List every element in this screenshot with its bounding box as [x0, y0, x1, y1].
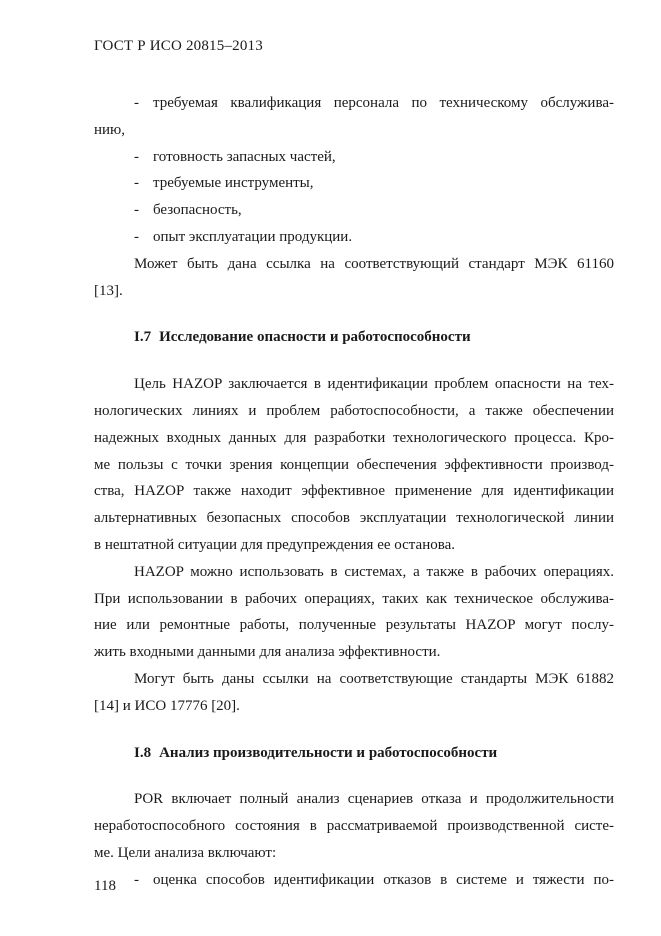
paragraph-line: жить входными данными для анализа эффективности. [94, 644, 441, 661]
section-heading-i7 [94, 324, 614, 351]
paragraph-line: ме пользы с точки зрения концепции обеспечения эффективности производ- [94, 456, 614, 473]
section-number: I.8 [134, 744, 152, 761]
list-item-text: безопасность, [153, 202, 242, 219]
list-item-text: оценка способов идентификации отказов в системе и тяжести по- [153, 871, 614, 888]
paragraph-line: При использовании в рабочих операциях, таких как техническое обслужива- [94, 590, 614, 607]
list-item-text: готовность запасных частей, [153, 148, 336, 165]
paragraph-por [94, 786, 614, 866]
list-dash: - [134, 202, 139, 219]
page-body [94, 90, 614, 894]
list-item-text: требуемая квалификация персонала по техническому обслужива- [153, 95, 614, 111]
list-item-continuation: нию, [94, 121, 126, 138]
list-dash: - [134, 148, 139, 165]
paragraph-hazop-usage [94, 559, 614, 666]
paragraph-line: нологических линиях и проблем работоспособности, а также обеспечении [94, 402, 614, 419]
paragraph-line: POR включает полный анализ сценариев отказа и продолжительности [134, 791, 614, 808]
list-dash: - [134, 175, 139, 192]
list-item-text: опыт эксплуатации продукции. [153, 228, 353, 245]
paragraph-line: Могут быть даны ссылки на соответствующие стандарты МЭК 61882 [134, 670, 614, 687]
paragraph-line: HAZOP можно использовать в системах, а также в рабочих операциях. [134, 563, 614, 580]
list-item [94, 90, 614, 117]
list-item [94, 867, 614, 894]
section-title: Анализ производительности и работоспособности [159, 744, 498, 761]
paragraph-line: ние или ремонтные работы, полученные результаты HAZOP могут послу- [94, 617, 614, 634]
reference-paragraph-line: [13]. [94, 282, 123, 299]
paragraph-line: надежных входных данных для разработки технологического процесса. Кро- [94, 429, 614, 446]
paragraph-line: неработоспособного состояния в рассматриваемой производственной систе- [94, 818, 614, 835]
list-dash: - [134, 95, 139, 111]
list-item [94, 197, 614, 224]
list-dash: - [134, 871, 139, 888]
paragraph-line: Цель HAZOP заключается в идентификации проблем опасности на тех- [134, 376, 614, 393]
list-item [94, 144, 614, 171]
section-title: Исследование опасности и работоспособности [159, 329, 471, 346]
paragraph-hazop-goal [94, 371, 614, 559]
paragraph-line: в нештатной ситуации для предупреждения ее останова. [94, 536, 456, 553]
paragraph-line: альтернативных безопасных способов эксплуатации технологической линии [94, 510, 614, 527]
list-item-text: требуемые инструменты, [153, 175, 314, 192]
list-dash: - [134, 228, 139, 245]
reference-paragraph-line: Может быть дана ссылка на соответствующий стандарт МЭК 61160 [134, 255, 614, 272]
list-item [94, 170, 614, 197]
paragraph-line: ме. Цели анализа включают: [94, 844, 277, 861]
page-number: 118 [94, 878, 116, 894]
paragraph-line: ства, HAZOP также находит эффективное применение для идентификации [94, 483, 614, 500]
paragraph-line: [14] и ИСО 17776 [20]. [94, 697, 240, 714]
section-heading-i8 [94, 740, 614, 767]
paragraph-hazop-references [94, 666, 614, 720]
list-item [94, 224, 614, 251]
page-header: ГОСТ Р ИСО 20815–2013 [94, 38, 263, 54]
section-number: I.7 [134, 329, 152, 346]
